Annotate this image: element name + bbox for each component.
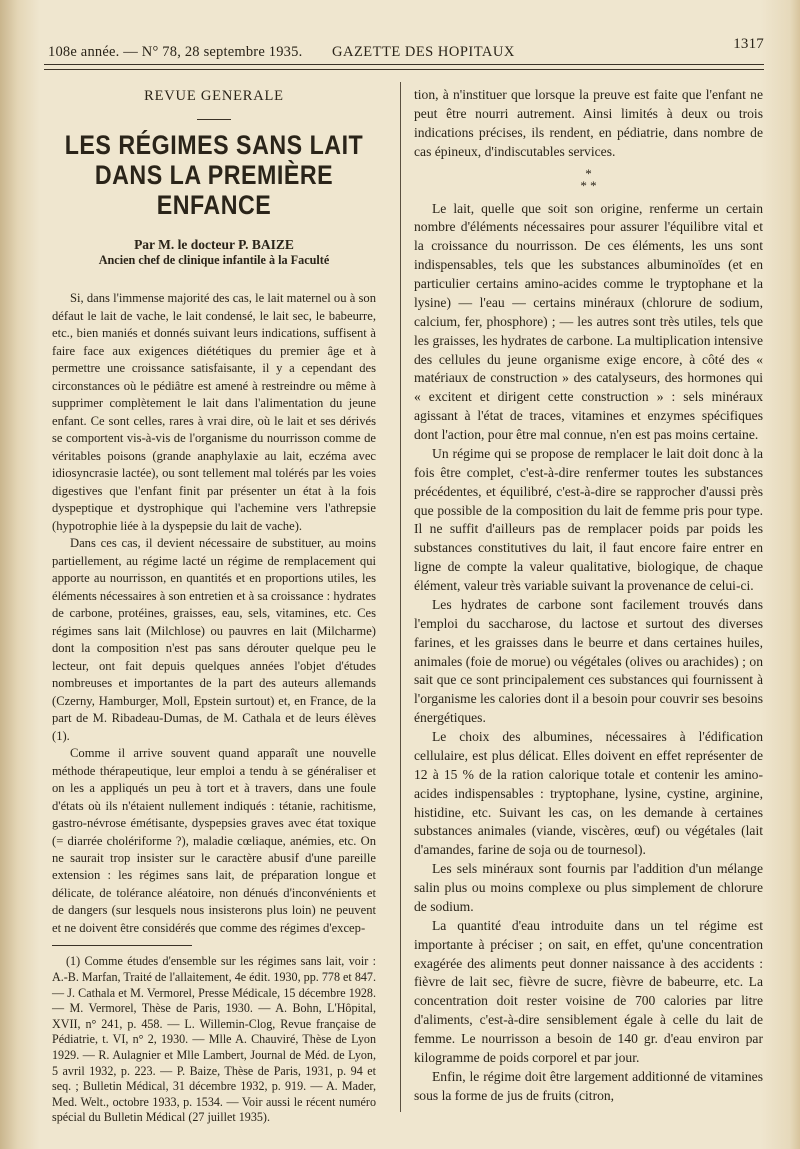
paragraph: Enfin, le régime doit être largement additionné de vitamines sous la forme de jus de fruits (citron, bbox=[414, 1068, 763, 1103]
header-rule-thin bbox=[44, 69, 764, 70]
column-divider bbox=[400, 82, 401, 1112]
paragraph: Un régime qui se propose de remplacer le lait doit donc à la fois être complet, c'est-à-dire renfermer toutes les substances précédentes, et équilibré, c'est-à-dire se rapprocher d'aussi près que possible de la composition du lait de femme pris pour type. Il ne suffit d'ailleurs pas de remplacer poids par poids les substances constitutives du lait, il faut encore faire entrer en ligne de compte la valeur qualitative, biologique, de chaque élément, valeur très variable suivant la provenance de celui-ci. bbox=[414, 445, 763, 593]
separator-asterisks: * * bbox=[580, 177, 597, 193]
header-rule-thick bbox=[44, 64, 764, 65]
paragraph: Dans ces cas, il devient nécessaire de substituer, au moins partiellement, au régime lacté un régime de remplacement qui apporte au nourrisson, en quantités et en proportions utiles, les éléments nécessaires à son entretien et à sa croissance : hydrates de carbone, protéines, graisses, eau, sels, vitamines, etc. Ces régimes sans lait (Milchlose) ou pauvres en lait (Milcharme) dont la composition n'est pas sans dérouter quelque peu le lecteur, ont fait depuis quelques années l'objet d'études nombreuses et importantes de la part des auteurs allemands (Czerny, Hamburger, Moll, Epstein surtout) et, en France, de la part de M. Ribadeau-Dumas, de M. Cathala et de leurs élèves (1). bbox=[52, 536, 376, 743]
paragraph: Le lait, quelle que soit son origine, renferme un certain nombre d'éléments nécessaires pour assurer l'équilibre vital et la croissance du nourrisson. De ces éléments, les uns sont indispensables, tels que les substances albuminoïdes (et en particulier certains amino-acides comme le tryptophane et la lysine) — l'eau — certains minéraux (chlorure de sodium, calcium, fer, phosphore) ; — les autres sont très utiles, tels que les graisses, les hydrates de carbone. La multiplication intensive des cellules du jeune organisme exige encore, à côté des « matériaux de construction » des catalyseurs, des hormones qui « excitent et dirigent cette construction » : sels minéraux agissant à l'état de traces, vitamines et enzymes spécifiques dont l'action, pour être mal connue, n'en est pas moins certaine. bbox=[414, 200, 763, 442]
issue-info: 108e année. — N° 78, 28 septembre 1935. bbox=[48, 44, 303, 60]
running-header bbox=[48, 36, 764, 62]
separator-asterisk: * bbox=[585, 165, 592, 181]
article-title: LES RÉGIMES SANS LAIT DANS LA PREMIÈRE ENFANCE bbox=[64, 130, 364, 221]
footnote-rule bbox=[52, 945, 192, 946]
right-column bbox=[414, 86, 763, 1106]
paragraph: Comme il arrive souvent quand apparaît une nouvelle méthode thérapeutique, leur emploi a tendu à se généraliser et on les a appliqués un peu à tort et à travers, dans une foule d'états où ils n'étaient nullement indiqués : tétanie, rachitisme, gastro-névrose émétisante, dyspepsies graves avec état toxique (= diarrée cholériforme ?), maladie cœliaque, anémies, etc. On ne saurait trop insister sur le caractère abusif d'une pareille extension : les régimes sans lait, de préparation longue et délicate, de tolérance aléatoire, non dénués d'inconvénients et de dangers (sur lesquels nous insisterons plus loin) ne peuvent et ne doivent être considérés que comme des régimes d'excep- bbox=[52, 746, 376, 935]
left-column bbox=[52, 86, 376, 1126]
paragraph: Les hydrates de carbone sont facilement trouvés dans l'emploi du saccharose, du lactose et surtout des diverses farines, et les graisses dans le beurre et dans certaines huiles, animales (foie de morue) ou végétales (olives ou arachides) ; on sait que ce sont principalement ces substances qui fournissent à l'organisme les calories dont il a besoin pour couvrir ses besoins énergétiques. bbox=[414, 596, 763, 726]
journal-name: GAZETTE DES HOPITAUX bbox=[332, 44, 515, 60]
page-number: 1317 bbox=[733, 36, 764, 52]
paragraph-continuation: tion, à n'instituer que lorsque la preuve est faite que l'enfant ne peut être nourri autrement. Ainsi limités à deux ou trois indications précises, ils rendent, en pédiatrie, dans nombre de cas épineux, d'indiscutables services. bbox=[414, 87, 763, 159]
paragraph: La quantité d'eau introduite dans un tel régime est importante à préciser ; on sait, en effet, qu'une concentration exagérée des aliments peut donner naissance à des accidents : fièvre de lait sec, fièvre de sucre, fièvre de babeurre, etc. La concentration doit rester voisine de 700 calories par litre d'aliments, c'est-à-dire sensiblement égale à celle du lait de femme. Le nourrisson a besoin de 140 gr. d'eau environ par kilogramme de poids corporel et par jour. bbox=[414, 917, 763, 1065]
section-kicker: REVUE GENERALE bbox=[144, 88, 284, 104]
section-separator bbox=[414, 165, 763, 193]
paragraph: Les sels minéraux sont fournis par l'addition d'un mélange salin plus ou moins complexe ou plus simplement de chlorure de sodium. bbox=[414, 861, 763, 914]
author-byline: Par M. le docteur P. BAIZE bbox=[134, 237, 294, 253]
paragraph: Si, dans l'immense majorité des cas, le lait maternel ou à son défaut le lait de vache, le lait condensé, le lait sec, le babeurre, etc., bien maniés et donnés suivant leurs indications, suffisent à faire face aux exigences diététiques du premier âge et à permettre une croissance satisfaisante, il y a cependant des circonstances où le pédiâtre est amené à restreindre ou même à supprimer complètement le lait dans l'alimentation du jeune enfant. Ce sont celles, rares à vrai dire, où le lait et ses dérivés se comportent vis-à-vis de l'organisme du nourrisson comme de véritables poisons (grande anaphylaxie au lait, eczéma avec idiosyncrasie lactée), ou sont tellement mal tolérés par les voies digestives que l'enfant finit par présenter un état à la fois dyspeptique et dystrophique qui l'achemine vers l'athrepsie (hypotrophie liée à la dyspepsie du lait de vache). bbox=[52, 291, 376, 533]
footnote: (1) Comme études d'ensemble sur les régimes sans lait, voir : A.-B. Marfan, Traité de l'allaitement, 4e édit. 1930, pp. 778 et 847. — J. Cathala et M. Vermorel, Presse Médicale, 15 décembre 1928. — M. Vermorel, Thèse de Paris, 1930. — A. Bohn, L'Hôpital, XVII, n° 241, p. 458. — L. Willemin-Clog, Revue française de Pédiatrie, t. VI, n° 2, 1930. — Mlle A. Chauviré, Thèse de Lyon 1929. — R. Aulagnier et Mlle Lambert, Journal de Méd. de Lyon, 5 avril 1932, p. 223. — P. Baize, Thèse de Paris, 1931, p. 94 et seq. ; Bulletin Médical, 31 décembre 1932, p. 919. — A. Mader, Med. Welt., octobre 1933, p. 1534. — Voir aussi le récent numéro spécial du Bulletin Médical (27 juillet 1935). bbox=[52, 954, 376, 1125]
kicker-rule bbox=[197, 119, 231, 120]
paragraph: Le choix des albumines, nécessaires à l'édification cellulaire, est plus délicat. Elles doivent en effet représenter de 12 à 15 % de la ration calorique totale et contenir les amino-acides indispensables : tryptophane, lysine, cystine, arginine, histidine, etc. Suivant les cas, on les demande à certaines substances animales (viande, viscères, œuf) ou végétales (lait d'amandes, farine de soja ou de tournesol). bbox=[414, 729, 763, 858]
author-affiliation: Ancien chef de clinique infantile à la Faculté bbox=[98, 253, 330, 268]
